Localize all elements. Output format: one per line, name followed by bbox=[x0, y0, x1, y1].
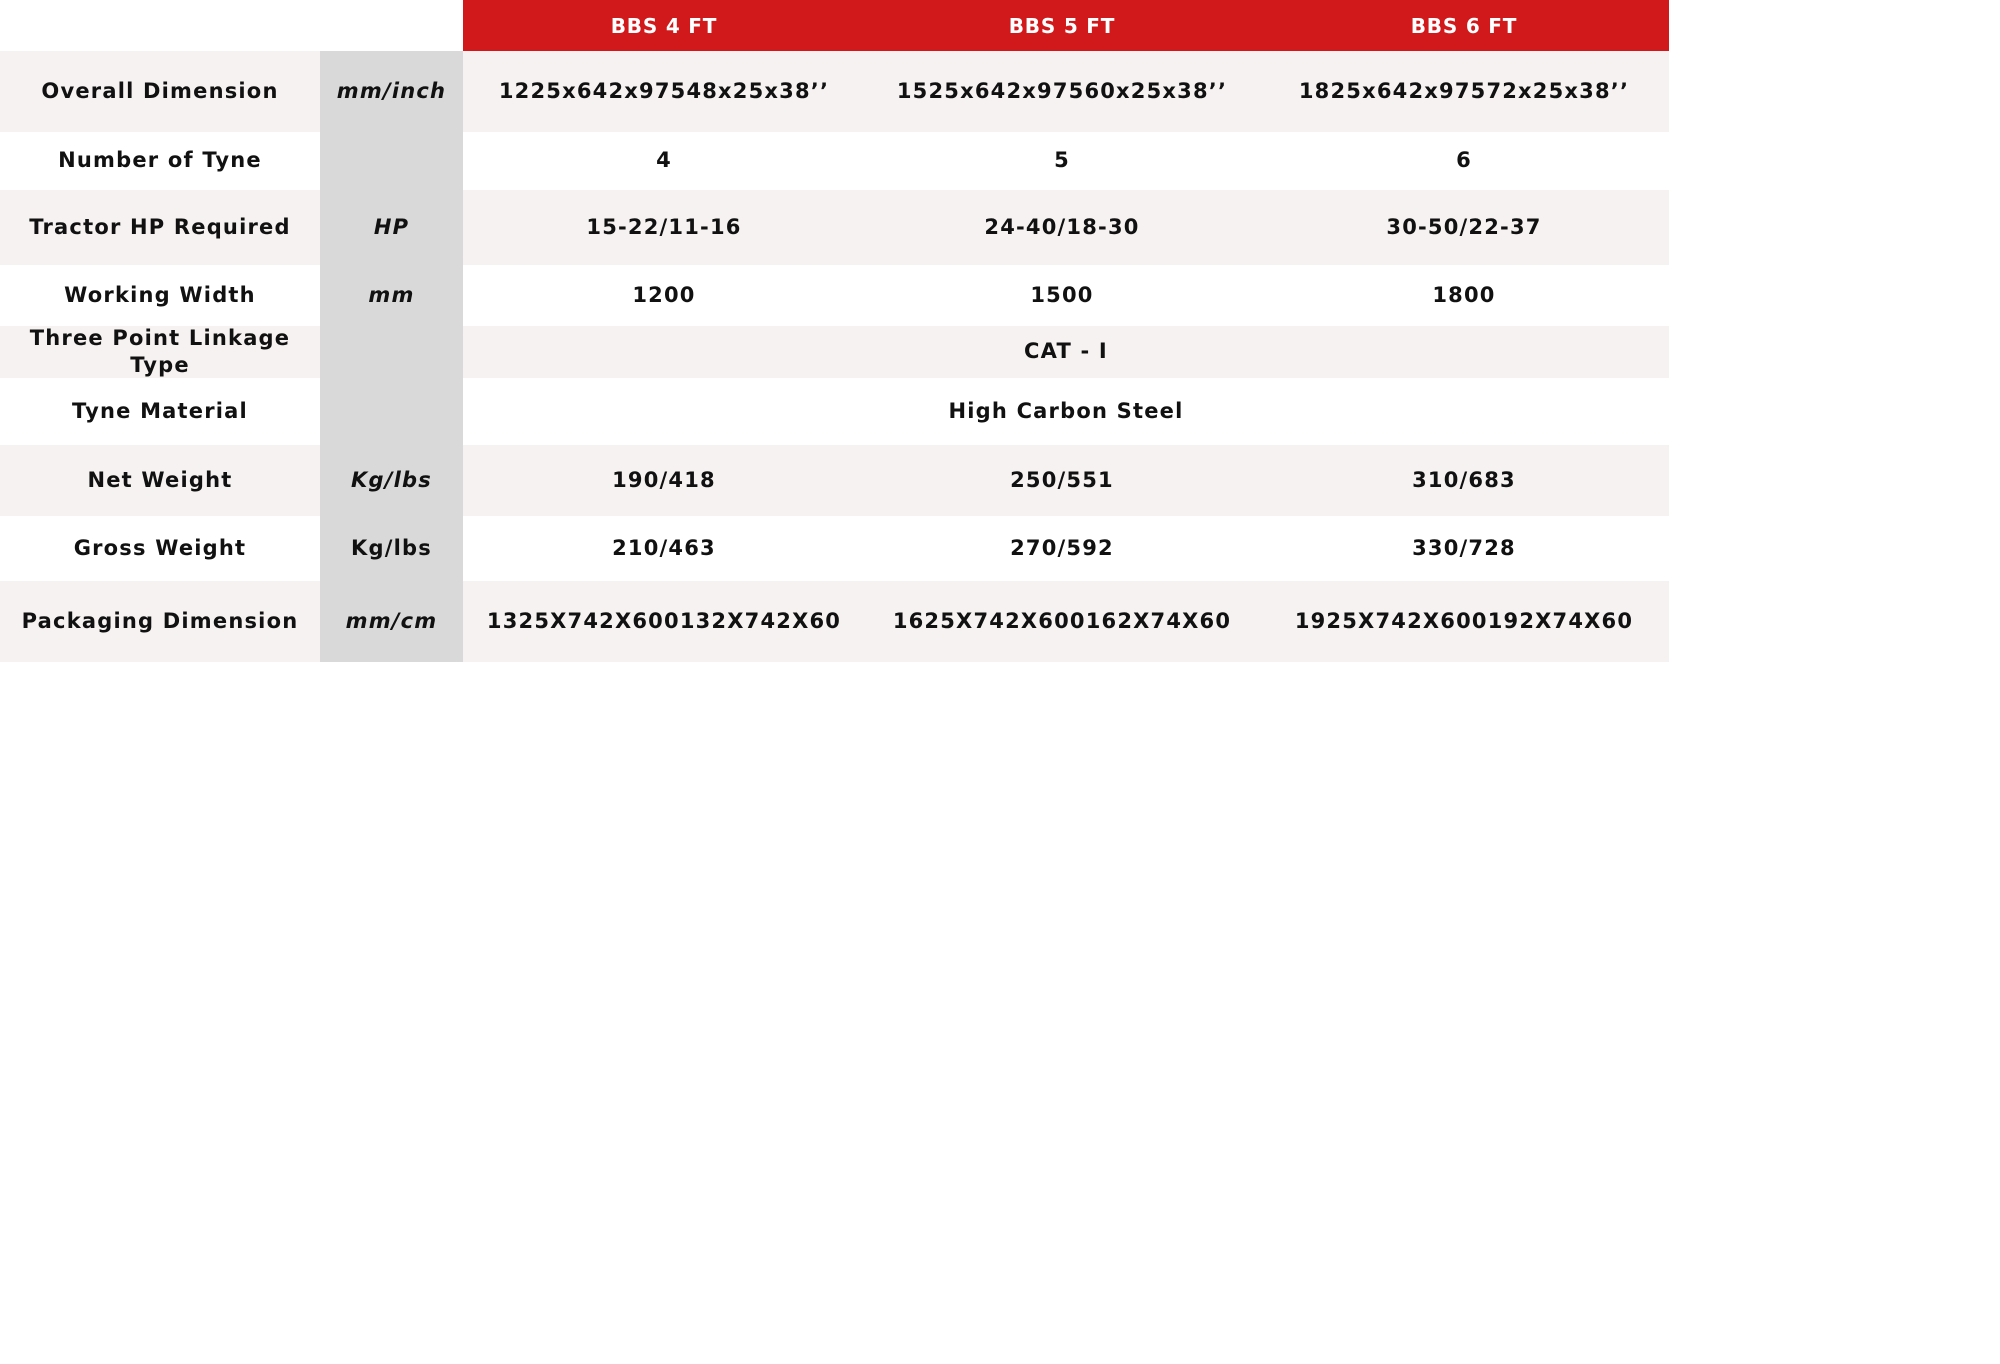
table-cell: 310/683 bbox=[1259, 445, 1669, 516]
column-header-bbs-4ft: BBS 4 FT bbox=[463, 0, 865, 51]
row-unit-tyne-material bbox=[320, 378, 463, 445]
row-unit-net-weight: Kg/lbs bbox=[320, 445, 463, 516]
table-cell: 210/463 bbox=[463, 516, 865, 581]
column-header-bbs-5ft: BBS 5 FT bbox=[865, 0, 1259, 51]
row-label-three-point-linkage-type: Three Point Linkage Type bbox=[0, 326, 320, 378]
table-cell: 15-22/11-16 bbox=[463, 190, 865, 265]
row-unit-number-of-tyne bbox=[320, 132, 463, 190]
table-cell: 270/592 bbox=[865, 516, 1259, 581]
table-cell: 1500 bbox=[865, 265, 1259, 326]
row-unit-overall-dimension: mm/inch bbox=[320, 51, 463, 132]
row-label-packaging-dimension: Packaging Dimension bbox=[0, 581, 320, 662]
row-label-gross-weight: Gross Weight bbox=[0, 516, 320, 581]
table-cell bbox=[1259, 581, 1669, 662]
table-cell: 24-40/18-30 bbox=[865, 190, 1259, 265]
table-cell bbox=[463, 581, 865, 662]
merged-cell-tyne-material: High Carbon Steel bbox=[463, 378, 1669, 445]
table-cell: 330/728 bbox=[1259, 516, 1669, 581]
row-unit-three-point-linkage-type bbox=[320, 326, 463, 378]
cell-line: 72x25x38’’ bbox=[1486, 78, 1630, 103]
table-cell bbox=[463, 51, 865, 132]
cell-line: 132X742X60 bbox=[679, 608, 842, 633]
cell-line: 1925X742X600 bbox=[1294, 608, 1488, 633]
table-cell: 190/418 bbox=[463, 445, 865, 516]
row-label-tractor-hp-required: Tractor HP Required bbox=[0, 190, 320, 265]
table-cell: 1800 bbox=[1259, 265, 1669, 326]
table-cell: 6 bbox=[1259, 132, 1669, 190]
cell-line: 1825x642x975 bbox=[1298, 78, 1487, 103]
spec-table bbox=[0, 0, 1669, 662]
row-label-overall-dimension: Overall Dimension bbox=[0, 51, 320, 132]
cell-line: 192X74X60 bbox=[1487, 608, 1634, 633]
row-unit-tractor-hp-required: HP bbox=[320, 190, 463, 265]
row-label-number-of-tyne: Number of Tyne bbox=[0, 132, 320, 190]
cell-line: 162X74X60 bbox=[1085, 608, 1232, 633]
row-label-working-width: Working Width bbox=[0, 265, 320, 326]
table-cell bbox=[865, 581, 1259, 662]
table-cell bbox=[1259, 51, 1669, 132]
merged-cell-linkage-type: CAT - I bbox=[463, 326, 1669, 378]
row-unit-gross-weight: Kg/lbs bbox=[320, 516, 463, 581]
cell-line: 1225x642x975 bbox=[498, 78, 687, 103]
cell-line: 60x25x38’’ bbox=[1084, 78, 1228, 103]
cell-line: 1625X742X600 bbox=[892, 608, 1086, 633]
header-corner-blank bbox=[0, 0, 320, 51]
cell-line: 1325X742X600 bbox=[486, 608, 680, 633]
table-cell: 1200 bbox=[463, 265, 865, 326]
table-cell: 5 bbox=[865, 132, 1259, 190]
row-label-tyne-material: Tyne Material bbox=[0, 378, 320, 445]
cell-line: 1525x642x975 bbox=[896, 78, 1085, 103]
cell-line: 48x25x38’’ bbox=[686, 78, 830, 103]
table-cell bbox=[865, 51, 1259, 132]
row-unit-packaging-dimension: mm/cm bbox=[320, 581, 463, 662]
row-label-net-weight: Net Weight bbox=[0, 445, 320, 516]
table-cell: 250/551 bbox=[865, 445, 1259, 516]
table-cell: 30-50/22-37 bbox=[1259, 190, 1669, 265]
row-unit-working-width: mm bbox=[320, 265, 463, 326]
header-unit-blank bbox=[320, 0, 463, 51]
column-header-bbs-6ft: BBS 6 FT bbox=[1259, 0, 1669, 51]
table-cell: 4 bbox=[463, 132, 865, 190]
